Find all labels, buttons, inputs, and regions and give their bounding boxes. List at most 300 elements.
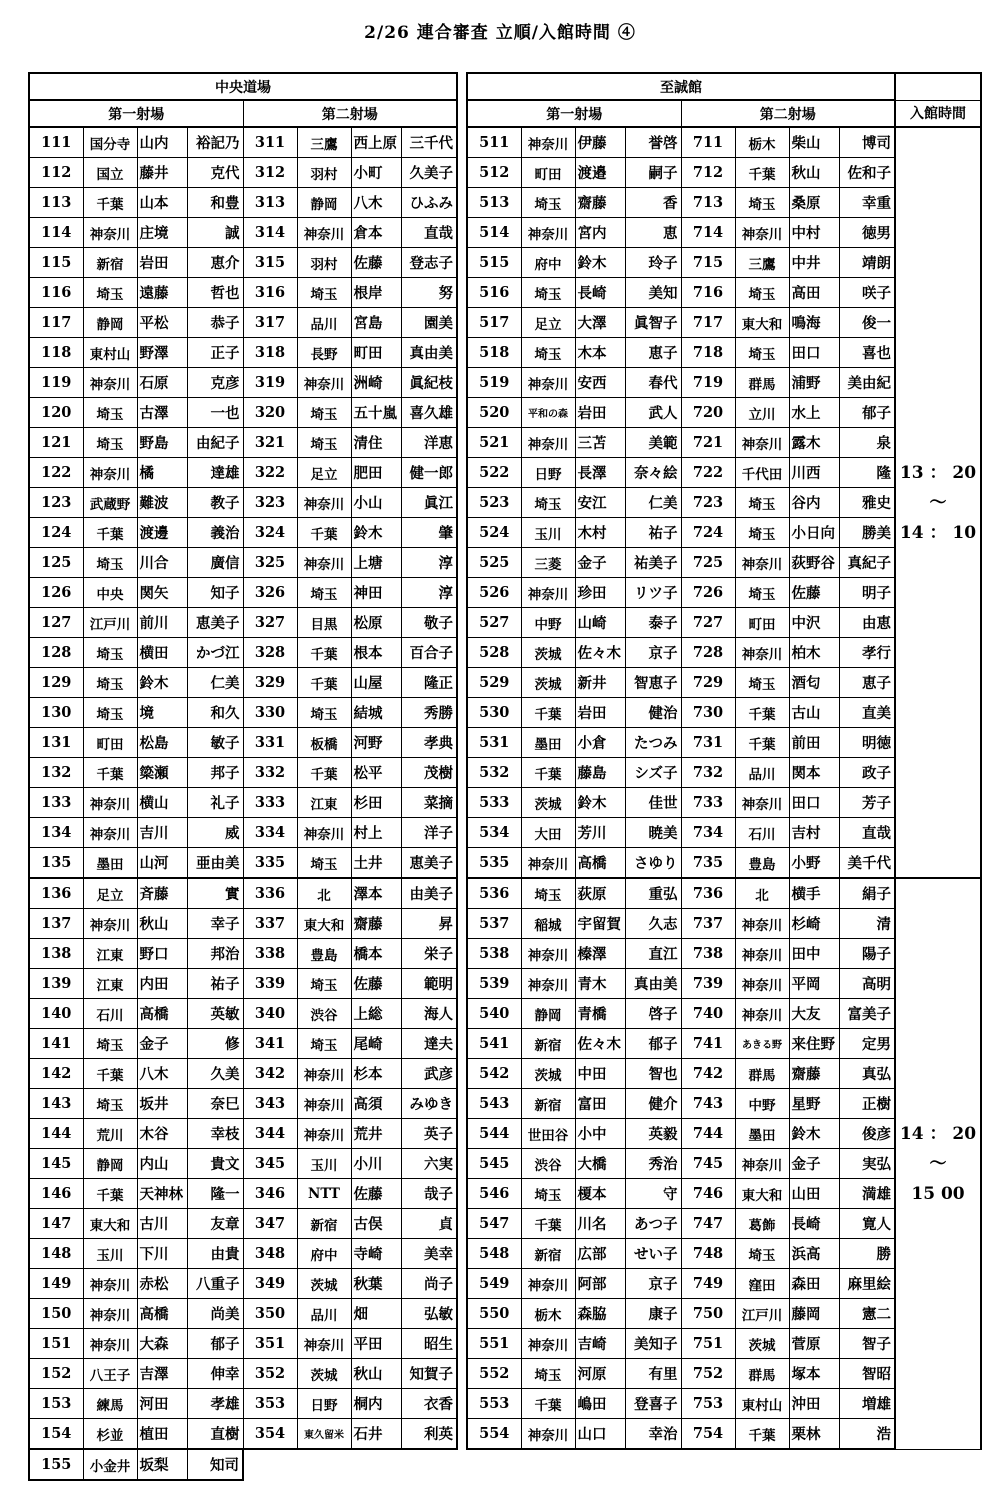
cell-num: 142 [29,1059,83,1089]
cell-surname: 野島 [137,428,187,458]
cell-pref: 静岡 [521,999,575,1029]
cell-surname: 神田 [351,578,401,608]
cell-surname: 内山 [137,1149,187,1179]
table-row [29,969,981,999]
cell-num: 721 [681,428,735,458]
cell-surname: 齋藤 [575,188,625,218]
table-row [29,338,981,368]
cell-given: 淳 [401,578,457,608]
cell-surname: 澤本 [351,878,401,909]
cell-pref: 神奈川 [521,1419,575,1450]
cell-num: 753 [681,1389,735,1419]
cell-num: 139 [29,969,83,999]
cell-pref: 品川 [297,308,351,338]
cell-num: 733 [681,788,735,818]
table-row [29,1329,981,1359]
cell-num: 734 [681,818,735,848]
cell-given: 眞紀枝 [401,368,457,398]
cell-given: 昇 [401,909,457,939]
cell-pref: 府中 [297,1239,351,1269]
cell-given: 裕記乃 [187,127,243,158]
cell-given: 敏子 [187,728,243,758]
cell-num: 515 [467,248,521,278]
cell-pref: 神奈川 [83,1299,137,1329]
cell-surname: 桑原 [789,188,839,218]
cell-surname: 荒井 [351,1119,401,1149]
cell-given: 衣香 [401,1389,457,1419]
cell-given: 洋子 [401,818,457,848]
cell-pref: 豊島 [735,848,789,879]
cell-pref: 町田 [735,608,789,638]
cell-num: 545 [467,1149,521,1179]
cell-num: 754 [681,1419,735,1450]
cell-num: 353 [243,1389,297,1419]
cell-surname: 平松 [137,308,187,338]
cell-num: 132 [29,758,83,788]
cell-pref: 羽村 [297,248,351,278]
cell-surname: 上総 [351,999,401,1029]
cell-pref: 茨城 [297,1359,351,1389]
cell-surname: 天神林 [137,1179,187,1209]
cell-num: 350 [243,1299,297,1329]
cell-given: 靖朗 [839,248,895,278]
cell-num: 518 [467,338,521,368]
cell-pref: 練馬 [83,1389,137,1419]
table-row [29,308,981,338]
cell-num: 321 [243,428,297,458]
cell-given: 喜久雄 [401,398,457,428]
cell-given: 智恵子 [625,668,681,698]
cell-surname: 杉崎 [789,909,839,939]
cell-surname: 山河 [137,848,187,879]
cell-surname: 山崎 [575,608,625,638]
cell-pref: 江戸川 [735,1299,789,1329]
cell-num: 120 [29,398,83,428]
cell-num: 542 [467,1059,521,1089]
cell-num: 718 [681,338,735,368]
cell-pref: 長野 [297,338,351,368]
cell-given: 和豊 [187,188,243,218]
cell-given: 英毅 [625,1119,681,1149]
cell-surname: 齋藤 [789,1059,839,1089]
table-row [29,638,981,668]
cell-num: 737 [681,909,735,939]
cell-pref: 茨城 [521,1059,575,1089]
cell-given: 實 [187,878,243,909]
cell-num: 527 [467,608,521,638]
cell-given: 定男 [839,1029,895,1059]
cell-given: 知司 [187,1449,243,1480]
cell-pref: 神奈川 [83,788,137,818]
cell-pref: 神奈川 [297,218,351,248]
cell-given: 恵子 [625,338,681,368]
cell-given: 直哉 [839,818,895,848]
cell-num: 112 [29,158,83,188]
cell-given: 敬子 [401,608,457,638]
cell-pref: 目黒 [297,608,351,638]
venue-header-shiseikan: 至誠館 [467,73,895,100]
cell-pref: 千葉 [297,518,351,548]
cell-num: 533 [467,788,521,818]
cell-num: 344 [243,1119,297,1149]
table-row [29,1179,981,1209]
cell-surname: 八木 [137,1059,187,1089]
cell-num: 746 [681,1179,735,1209]
cell-given: 真由美 [625,969,681,999]
cell-given: 礼子 [187,788,243,818]
cell-pref: 神奈川 [297,1119,351,1149]
cell-given: 眞智子 [625,308,681,338]
cell-surname: 秋山 [351,1359,401,1389]
cell-pref: 世田谷 [521,1119,575,1149]
cell-num: 328 [243,638,297,668]
cell-given: 威 [187,818,243,848]
table-row [29,1149,981,1179]
cell-num: 719 [681,368,735,398]
cell-pref: 静岡 [83,1149,137,1179]
cell-given: 真紀子 [839,548,895,578]
cell-pref: 玉川 [297,1149,351,1179]
cell-pref: 中野 [521,608,575,638]
cell-num: 322 [243,458,297,488]
cell-given: 眞江 [401,488,457,518]
cell-num: 727 [681,608,735,638]
cell-surname: 松平 [351,758,401,788]
cell-given: 浩 [839,1419,895,1450]
cell-num: 546 [467,1179,521,1209]
cell-given: 俊一 [839,308,895,338]
cell-given: 久美 [187,1059,243,1089]
cell-pref: 埼玉 [297,398,351,428]
cell-pref: 三鷹 [735,248,789,278]
cell-surname: 遠藤 [137,278,187,308]
cell-surname: 小野 [789,848,839,879]
cell-pref: 神奈川 [297,548,351,578]
cell-given: 利英 [401,1419,457,1450]
cell-given: 範明 [401,969,457,999]
cell-given: 達雄 [187,458,243,488]
cell-given: 邦子 [187,758,243,788]
entry-time-sep: 〜 [929,1153,947,1174]
cell-pref: 埼玉 [297,698,351,728]
cell-surname: 中沢 [789,608,839,638]
cell-num: 524 [467,518,521,548]
cell-given: 仁美 [187,668,243,698]
cell-num: 729 [681,668,735,698]
cell-surname: 横手 [789,878,839,909]
cell-pref: あきる野 [735,1029,789,1059]
table-row [29,398,981,428]
cell-pref: 埼玉 [735,188,789,218]
cell-surname: 安西 [575,368,625,398]
cell-surname: 藤岡 [789,1299,839,1329]
cell-surname: 野口 [137,939,187,969]
cell-surname: 嶋田 [575,1389,625,1419]
cell-surname: 沖田 [789,1389,839,1419]
cell-surname: 小中 [575,1119,625,1149]
cell-given: 知賀子 [401,1359,457,1389]
cell-num: 343 [243,1089,297,1119]
cell-num: 747 [681,1209,735,1239]
cell-pref: 神奈川 [521,218,575,248]
cell-pref: 群馬 [735,1359,789,1389]
table-row [29,127,981,158]
cell-surname: 難波 [137,488,187,518]
cell-num: 134 [29,818,83,848]
cell-given: 春代 [625,368,681,398]
cell-given: 秀治 [625,1149,681,1179]
cell-num: 136 [29,878,83,909]
cell-surname: 宮島 [351,308,401,338]
cell-surname: 古山 [789,698,839,728]
cell-surname: 秋山 [137,909,187,939]
cell-given: 武人 [625,398,681,428]
cell-surname: 酒匂 [789,668,839,698]
cell-surname: 菅原 [789,1329,839,1359]
cell-given: 貴文 [187,1149,243,1179]
cell-num: 744 [681,1119,735,1149]
cell-given: 登志子 [401,248,457,278]
cell-num: 121 [29,428,83,458]
cell-surname: 小町 [351,158,401,188]
cell-pref: 千葉 [83,188,137,218]
cell-pref: 埼玉 [735,278,789,308]
cell-pref: 小金井 [83,1449,137,1480]
schedule-table [28,72,982,1481]
cell-surname: 関矢 [137,578,187,608]
entry-time-end: 15 00 [911,1183,965,1204]
cell-given: 哉子 [401,1179,457,1209]
cell-surname: 長崎 [575,278,625,308]
cell-given: 暁美 [625,818,681,848]
table-row [29,1119,981,1149]
cell-pref: 埼玉 [297,848,351,879]
cell-num: 115 [29,248,83,278]
cell-surname: 佐藤 [351,1179,401,1209]
cell-surname: 松島 [137,728,187,758]
cell-num: 312 [243,158,297,188]
cell-num: 326 [243,578,297,608]
cell-surname: 根岸 [351,278,401,308]
cell-given: 孝典 [401,728,457,758]
cell-surname: 結城 [351,698,401,728]
cell-surname: 中井 [789,248,839,278]
cell-given: 直美 [839,698,895,728]
cell-given: せい子 [625,1239,681,1269]
cell-pref: 玉川 [521,518,575,548]
cell-pref: 江東 [83,939,137,969]
table-row [29,788,981,818]
cell-surname: 柏木 [789,638,839,668]
cell-given: 真由美 [401,338,457,368]
cell-given: 達夫 [401,1029,457,1059]
cell-num: 511 [467,127,521,158]
cell-surname: 高橋 [137,1299,187,1329]
cell-pref: 埼玉 [83,428,137,458]
cell-pref: 神奈川 [735,548,789,578]
cell-surname: 高須 [351,1089,401,1119]
cell-num: 751 [681,1329,735,1359]
cell-pref: 新宿 [297,1209,351,1239]
cell-surname: 金子 [789,1149,839,1179]
cell-surname: 川名 [575,1209,625,1239]
cell-surname: 宮内 [575,218,625,248]
cell-surname: 石原 [137,368,187,398]
entry-time-cell [895,127,981,878]
cell-given: 仁美 [625,488,681,518]
table-row [29,1389,981,1419]
cell-pref: 北 [735,878,789,909]
cell-given: 隆正 [401,668,457,698]
cell-num: 543 [467,1089,521,1119]
cell-num: 127 [29,608,83,638]
cell-num: 514 [467,218,521,248]
venue-gap [457,73,467,100]
cell-num: 722 [681,458,735,488]
cell-num: 335 [243,848,297,879]
cell-surname: 吉川 [137,818,187,848]
cell-num: 126 [29,578,83,608]
cell-pref: 神奈川 [735,909,789,939]
cell-given: 園美 [401,308,457,338]
cell-surname: 荻原 [575,878,625,909]
cell-pref: 神奈川 [83,368,137,398]
cell-pref: 埼玉 [735,578,789,608]
cell-pref: 埼玉 [83,698,137,728]
cell-num: 317 [243,308,297,338]
cell-given: 恭子 [187,308,243,338]
cell-pref: 神奈川 [83,458,137,488]
cell-given: 菜摘 [401,788,457,818]
cell-surname: 斉藤 [137,878,187,909]
cell-num: 154 [29,1419,83,1450]
cell-pref: 国立 [83,158,137,188]
cell-given: 高明 [839,969,895,999]
cell-surname: 吉村 [789,818,839,848]
cell-surname: 田口 [789,788,839,818]
cell-num: 553 [467,1389,521,1419]
cell-pref: 埼玉 [83,278,137,308]
cell-given: 哲也 [187,278,243,308]
cell-pref: 石川 [83,999,137,1029]
cell-num: 116 [29,278,83,308]
cell-num: 143 [29,1089,83,1119]
cell-given: 美範 [625,428,681,458]
cell-given: 努 [401,278,457,308]
cell-surname: 山田 [789,1179,839,1209]
cell-pref: 千葉 [735,158,789,188]
cell-surname: 大森 [137,1329,187,1359]
cell-given: 克彦 [187,368,243,398]
entry-time-cell [895,878,981,1449]
cell-pref: 北 [297,878,351,909]
cell-pref: 茨城 [521,668,575,698]
cell-num: 334 [243,818,297,848]
cell-surname: 鈴木 [789,1119,839,1149]
cell-num: 325 [243,548,297,578]
cell-num: 547 [467,1209,521,1239]
cell-given: 三千代 [401,127,457,158]
cell-pref: 神奈川 [83,1329,137,1359]
cell-pref: 神奈川 [521,1329,575,1359]
cell-pref: 東大和 [735,1179,789,1209]
cell-surname: 横山 [137,788,187,818]
cell-given: 秀勝 [401,698,457,728]
cell-surname: 安江 [575,488,625,518]
cell-pref: 神奈川 [83,218,137,248]
cell-given: 美知子 [625,1329,681,1359]
cell-num: 130 [29,698,83,728]
cell-surname: 小山 [351,488,401,518]
range1-header-chuo: 第一射場 [29,100,243,127]
cell-pref: 日野 [521,458,575,488]
cell-num: 114 [29,218,83,248]
cell-surname: 木村 [575,518,625,548]
cell-given: 英子 [401,1119,457,1149]
cell-pref: 神奈川 [521,939,575,969]
cell-pref: 埼玉 [297,578,351,608]
cell-pref: 足立 [83,878,137,909]
cell-surname: 露木 [789,428,839,458]
cell-num: 521 [467,428,521,458]
cell-given: 廣信 [187,548,243,578]
cell-pref: 埼玉 [297,278,351,308]
cell-given: 智子 [839,1329,895,1359]
table-row [29,668,981,698]
cell-given: 健一郎 [401,458,457,488]
cell-pref: 神奈川 [735,638,789,668]
cell-given: 明子 [839,578,895,608]
cell-num: 526 [467,578,521,608]
cell-pref: 千葉 [521,1389,575,1419]
table-row [29,999,981,1029]
table-row [29,1299,981,1329]
cell-num: 522 [467,458,521,488]
cell-num: 713 [681,188,735,218]
cell-given: 孝雄 [187,1389,243,1419]
cell-num: 144 [29,1119,83,1149]
cell-pref: 埼玉 [83,668,137,698]
cell-surname: 岩田 [137,248,187,278]
cell-given: 隆一 [187,1179,243,1209]
cell-num: 316 [243,278,297,308]
cell-surname: 金子 [137,1029,187,1059]
cell-pref: 板橋 [297,728,351,758]
cell-pref: 埼玉 [735,668,789,698]
cell-pref: 栃木 [735,127,789,158]
cell-surname: 岩田 [575,398,625,428]
cell-num: 124 [29,518,83,548]
cell-given: 恵 [625,218,681,248]
cell-pref: 埼玉 [735,518,789,548]
cell-pref: 千葉 [521,758,575,788]
cell-pref: 神奈川 [521,428,575,458]
cell-given: 勝美 [839,518,895,548]
entry-header-blank [895,73,981,100]
cell-pref: 江東 [83,969,137,999]
cell-given: 六実 [401,1149,457,1179]
cell-given: 茂樹 [401,758,457,788]
cell-num: 145 [29,1149,83,1179]
cell-surname: 大澤 [575,308,625,338]
cell-given: 弘敏 [401,1299,457,1329]
cell-surname: 倉本 [351,218,401,248]
cell-given: 守 [625,1179,681,1209]
cell-surname: 金子 [575,548,625,578]
cell-surname: 鳴海 [789,308,839,338]
cell-given: かづ江 [187,638,243,668]
cell-pref: 茨城 [521,638,575,668]
